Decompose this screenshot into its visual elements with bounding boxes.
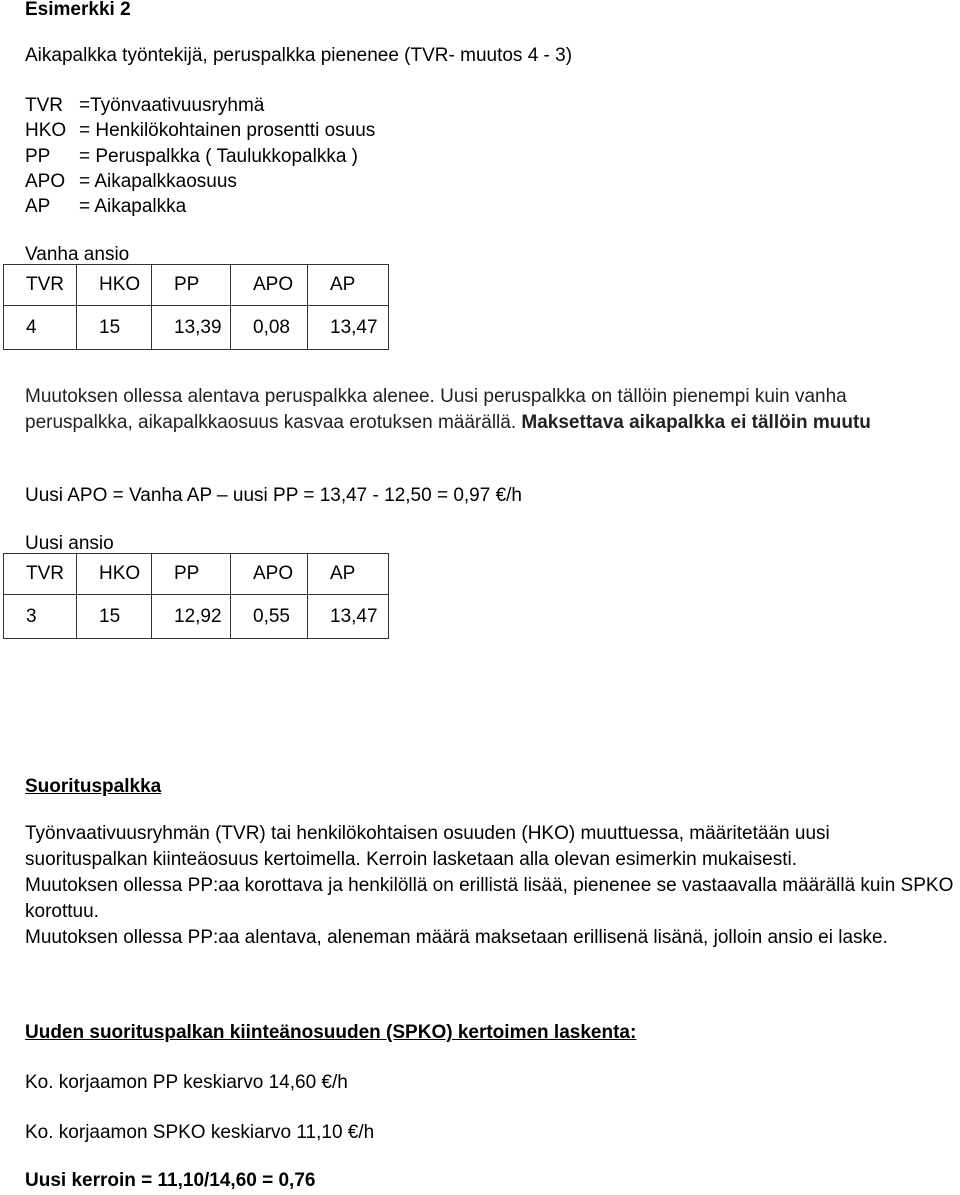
table-header-cell: TVR <box>4 265 77 306</box>
performance-paragraph <box>25 821 955 951</box>
example-subtitle: Aikapalkka työntekijä, peruspalkka pienenee (TVR- muutos 4 - 3) <box>25 45 573 66</box>
table-header-cell: HKO <box>77 265 152 306</box>
formula-line: Uusi APO = Vanha AP – uusi PP = 13,47 - 12,50 = 0,97 €/h <box>25 485 522 506</box>
table-cell: 12,92 <box>152 595 231 639</box>
table-header-cell: PP <box>152 265 231 306</box>
definition-text: = Peruspalkka ( Taulukkopalkka ) <box>79 146 358 167</box>
table-header-row <box>4 265 389 306</box>
explanation-text: Muutoksen ollessa alentava peruspalkka alenee. Uusi peruspalkka on tällöin pienempi kuin vanha peruspalkka, aikapalkkaosuus kasvaa erotuksen määrällä. <box>25 386 847 433</box>
table-cell: 15 <box>77 306 152 350</box>
performance-title: Suorituspalkka <box>25 776 162 797</box>
definition-text: = Henkilökohtainen prosentti osuus <box>79 120 376 141</box>
new-income-table <box>3 553 389 639</box>
new-coefficient-line: Uusi kerroin = 11,10/14,60 = 0,76 <box>25 1170 316 1191</box>
definition-key: APO <box>25 171 66 192</box>
definition-key: HKO <box>25 120 67 141</box>
definition-key: PP <box>25 146 51 167</box>
old-income-title: Vanha ansio <box>25 244 130 265</box>
definition-text: =Työnvaativuusryhmä <box>79 95 265 116</box>
performance-text-3: Muutoksen ollessa PP:aa alentava, aleneman määrä maksetaan erillisenä lisänä, jolloin ansio ei laske. <box>25 927 888 948</box>
performance-text-1: Työnvaativuusryhmän (TVR) tai henkilökohtaisen osuuden (HKO) muuttuessa, määritetään uusi suorituspalkan kiinteäosuus kertoimella. Kerroin lasketaan alla olevan esimerkin mukaisesti. <box>25 823 830 870</box>
definition-item <box>25 145 358 169</box>
table-cell: 3 <box>4 595 77 639</box>
table-cell: 13,39 <box>152 306 231 350</box>
explanation-paragraph <box>25 384 955 436</box>
page-heading: Esimerkki 2 <box>25 0 131 20</box>
table-header-cell: PP <box>152 554 231 595</box>
definition-key: TVR <box>25 95 63 116</box>
table-header-cell: APO <box>231 554 308 595</box>
table-header-cell: APO <box>231 265 308 306</box>
explanation-bold-text: Maksettava aikapalkka ei tällöin muutu <box>521 412 871 433</box>
table-cell: 0,55 <box>231 595 308 639</box>
old-income-table <box>3 264 389 350</box>
table-header-cell: AP <box>308 265 389 306</box>
table-row <box>4 306 389 350</box>
spko-average-line: Ko. korjaamon SPKO keskiarvo 11,10 €/h <box>25 1122 375 1143</box>
table-cell: 4 <box>4 306 77 350</box>
definition-item <box>25 195 186 219</box>
definition-item <box>25 94 264 118</box>
spko-title: Uuden suorituspalkan kiinteänosuuden (SPKO) kertoimen laskenta: <box>25 1022 637 1043</box>
table-header-row <box>4 554 389 595</box>
table-row <box>4 595 389 639</box>
new-income-title: Uusi ansio <box>25 533 114 554</box>
definition-text: = Aikapalkkaosuus <box>79 171 237 192</box>
definition-key: AP <box>25 196 51 217</box>
table-header-cell: AP <box>308 554 389 595</box>
table-header-cell: HKO <box>77 554 152 595</box>
definition-item <box>25 119 375 143</box>
definition-text: = Aikapalkka <box>79 196 187 217</box>
performance-text-2: Muutoksen ollessa PP:aa korottava ja henkilöllä on erillistä lisää, pienenee se vastaavalla määrällä kuin SPKO korottuu. <box>25 875 954 922</box>
table-cell: 13,47 <box>308 306 389 350</box>
definition-item <box>25 170 237 194</box>
pp-average-line: Ko. korjaamon PP keskiarvo 14,60 €/h <box>25 1072 348 1093</box>
table-header-cell: TVR <box>4 554 77 595</box>
table-cell: 0,08 <box>231 306 308 350</box>
table-cell: 15 <box>77 595 152 639</box>
table-cell: 13,47 <box>308 595 389 639</box>
